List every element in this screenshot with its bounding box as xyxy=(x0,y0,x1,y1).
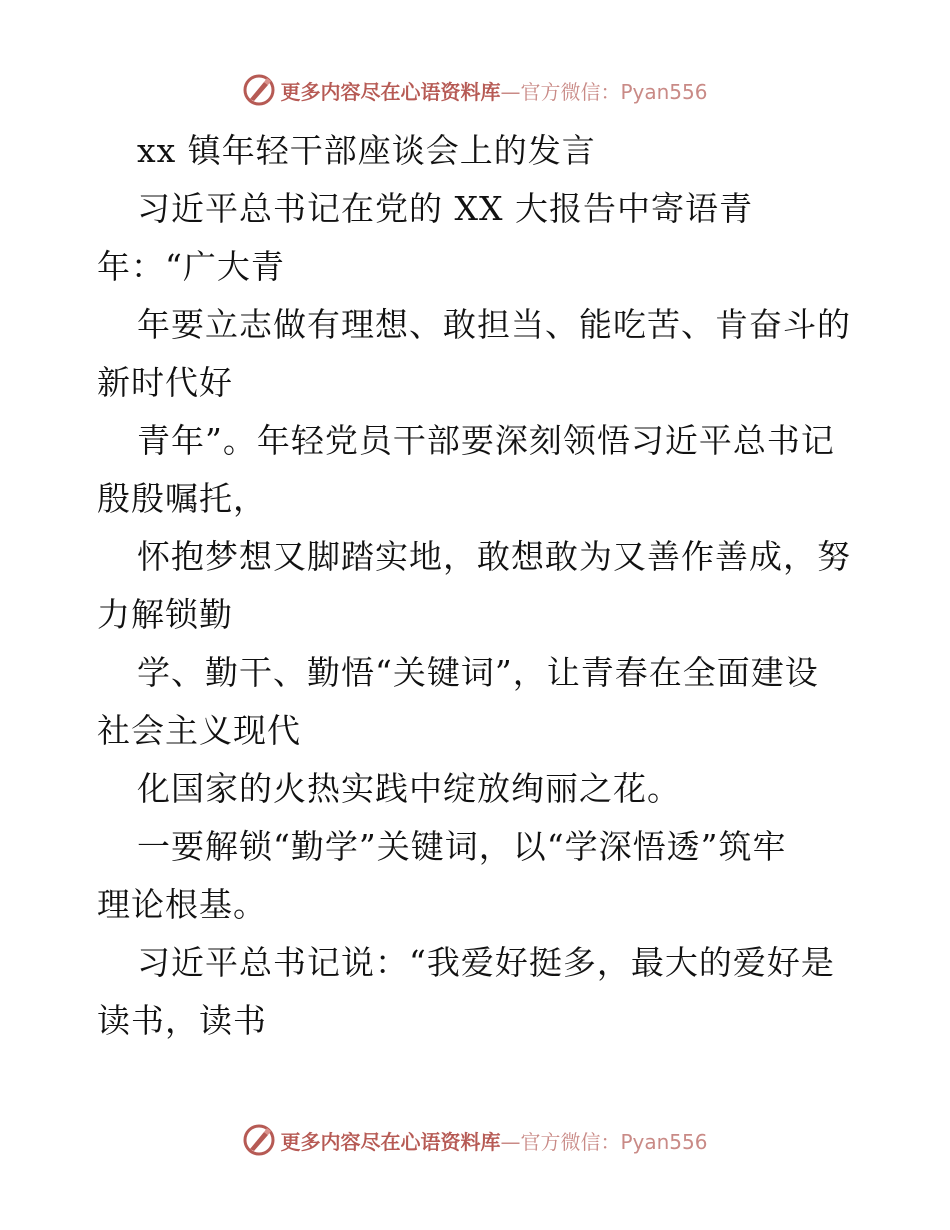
paragraph-line: 青年”。年轻党员干部要深刻领悟习近平总书记 xyxy=(137,421,835,460)
watermark-site-text: 更多内容尽在心语资料库 xyxy=(280,79,501,104)
paragraph-line: 理论根基。 xyxy=(97,885,267,924)
paragraph-line: 习近平总书记在党的 XX 大报告中寄语青 xyxy=(137,189,753,228)
paragraph-line: 年：“广大青 xyxy=(97,247,285,286)
document-title-line: xx 镇年轻干部座谈会上的发言 xyxy=(137,131,596,170)
paragraph-line: 殷殷嘱托， xyxy=(97,479,267,518)
watermark-site-text: 更多内容尽在心语资料库 xyxy=(280,1129,501,1154)
document-body xyxy=(97,122,857,1050)
pen-circle-logo-icon xyxy=(242,73,276,107)
watermark-dash: — xyxy=(500,1129,521,1154)
paragraph-line: 读书，读书 xyxy=(97,1001,267,1040)
paragraph-line: 习近平总书记说：“我爱好挺多，最大的爱好是 xyxy=(137,943,835,982)
paragraph-line: 力解锁勤 xyxy=(97,595,233,634)
watermark-dash: — xyxy=(500,79,521,104)
paragraph-line: 一要解锁“勤学”关键词，以“学深悟透”筑牢 xyxy=(137,827,787,866)
paragraph-line: 社会主义现代 xyxy=(97,711,301,750)
watermark-wechat-text: 官方微信：Pyan556 xyxy=(520,1129,708,1154)
paragraph-line: 化国家的火热实践中绽放绚丽之花。 xyxy=(137,769,681,808)
paragraph-line: 年要立志做有理想、敢担当、能吃苦、肯奋斗的 xyxy=(137,305,851,344)
header-watermark xyxy=(0,70,950,110)
paragraph-line: 怀抱梦想又脚踏实地，敢想敢为又善作善成，努 xyxy=(137,537,851,576)
paragraph-line: 学、勤干、勤悟“关键词”，让青春在全面建设 xyxy=(137,653,819,692)
pen-circle-logo-icon xyxy=(242,1123,276,1157)
watermark-wechat-text: 官方微信：Pyan556 xyxy=(520,79,708,104)
paragraph-line: 新时代好 xyxy=(97,363,233,402)
footer-watermark xyxy=(0,1120,950,1160)
